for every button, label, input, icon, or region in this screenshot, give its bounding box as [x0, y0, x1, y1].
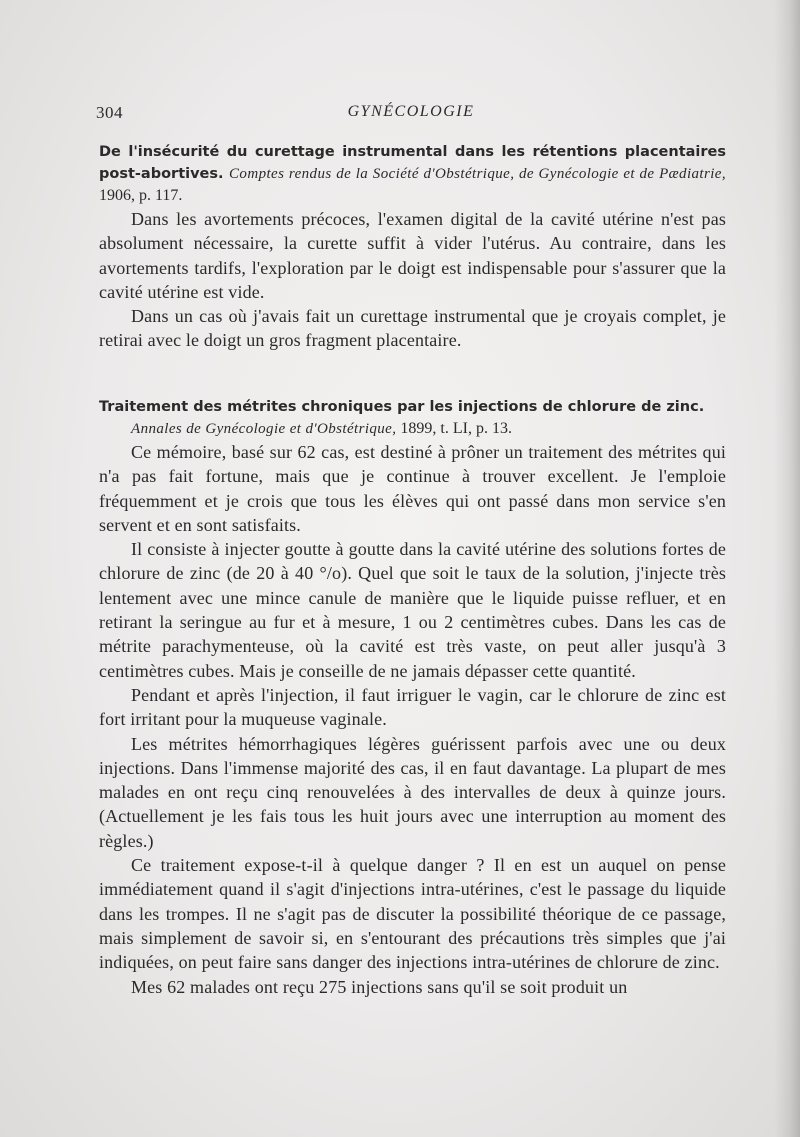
- bibliography-entry: [99, 141, 726, 353]
- page-header: [96, 103, 726, 127]
- paragraph: Dans les avortements précoces, l'examen digital de la cavité utérine n'est pas absolument nécessaire, la curette suffit à vider l'utérus. Au contraire, dans les avortements tardifs, l'exploration par le doigt est indispensable pour s'assurer que la cavité utérine est vide.: [99, 209, 726, 302]
- paragraph: Ce mémoire, basé sur 62 cas, est destiné à prôner un traitement des métrites qui n'a pas fait fortune, mais que je continue à trouver excellent. Je l'emploie fréquemment et je crois que tous les élèves qui ont passé dans mon service s'en servent et en sont satisfaits.: [99, 442, 726, 535]
- paragraph: Il consiste à injecter goutte à goutte dans la cavité utérine des solutions fortes de chlorure de zinc (de 20 à 40 °/o). Quel que soit le taux de la solution, j'injecte très lentement avec une mince canule de manière que le liquide puisse refluer, et en retirant la seringue au fur et à mesure, 1 ou 2 centimètres cubes. Dans les cas de métrite parachymenteuse, où la cavité est très vaste, on peut aller jusqu'à 3 centimètres cubes. Mais je conseille de ne jamais dépasser cette quantité.: [99, 539, 726, 681]
- paragraph: Pendant et après l'injection, il faut irriguer le vagin, car le chlorure de zinc est fort irritant pour la muqueuse vaginale.: [99, 684, 726, 730]
- entry-citation-tail: 1899, t. LI, p. 13.: [400, 420, 512, 437]
- entry-citation-line: [99, 418, 726, 440]
- paragraph: Mes 62 malades ont reçu 275 injections sans qu'il se soit produit un: [131, 976, 628, 997]
- entry-citation: Comptes rendus de la Société d'Obstétrique, de Gynécologie et de Pædiatrie,: [229, 166, 726, 182]
- entry-title: De l'insécurité du curettage instrumental dans les rétentions placentaires post-abortives.: [99, 144, 726, 182]
- bibliography-entry: [99, 396, 726, 999]
- paragraph: Les métrites hémorrhagiques légères guérissent parfois avec une ou deux injections. Dans l'immense majorité des cas, il en faut davantage. La plupart de mes malades en ont reçu cinq renouvelées à des intervalles de deux à quinze jours. (Actuellement je les fais tous les huit jours avec une interruption au moment des règles.): [99, 733, 726, 851]
- entry-heading: [99, 141, 726, 207]
- paragraph: Dans un cas où j'avais fait un curettage instrumental que je croyais complet, je retirai avec le doigt un gros fragment placentaire.: [99, 306, 726, 351]
- page-edge-shadow: [774, 0, 800, 1137]
- paragraph: Ce traitement expose-t-il à quelque danger ? Il en est un auquel on pense immédiatement quand il s'agit d'injections intra-utérines, c'est le passage du liquide dans les trompes. Il ne s'agit pas de discuter la possibilité théorique de ce passage, mais simplement de savoir si, en s'entourant des précautions très simples que j'ai indiquées, on peut faire sans danger des injections intra-utérines de chlorure de zinc.: [99, 855, 726, 973]
- entry-citation: Annales de Gynécologie et d'Obstétrique,: [131, 421, 397, 437]
- entry-title: Traitement des métrites chroniques par les injections de chlorure de zinc.: [99, 399, 705, 415]
- entry-citation-tail: 1906, p. 117.: [99, 187, 183, 204]
- running-title: GYNÉCOLOGIE: [347, 103, 475, 120]
- entry-heading: [99, 396, 726, 418]
- page-number: 304: [96, 103, 123, 122]
